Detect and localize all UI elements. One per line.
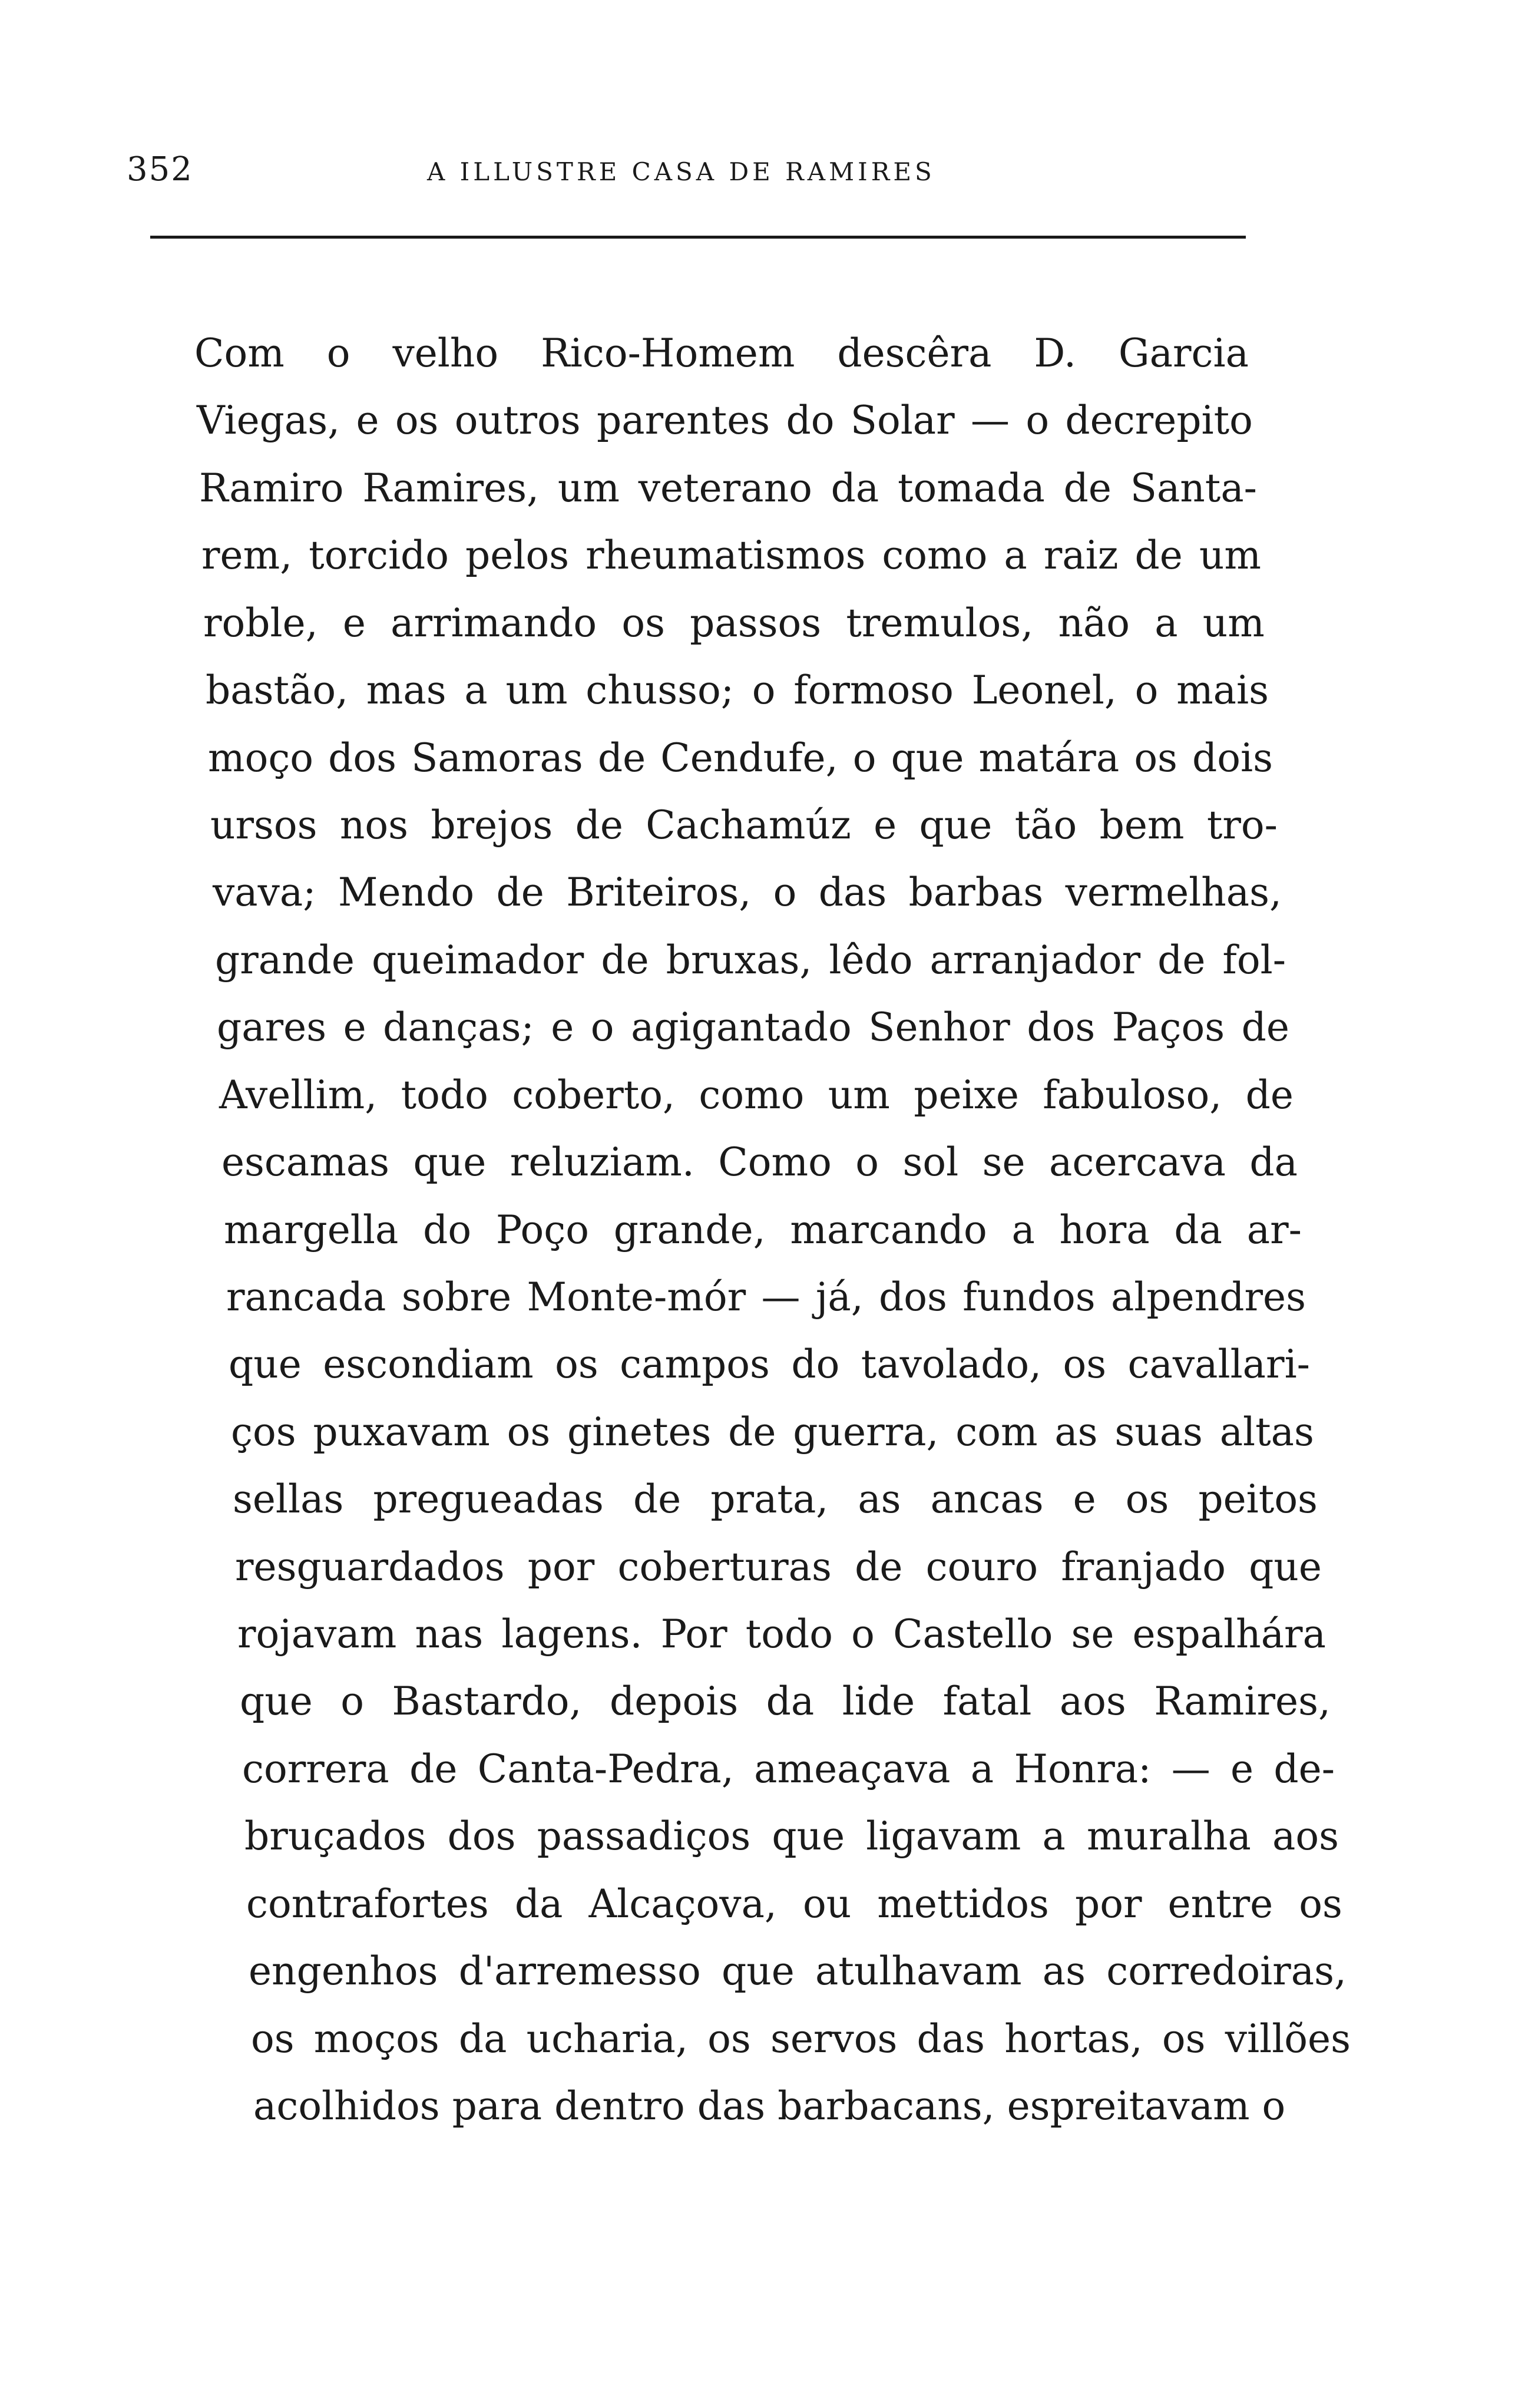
page-header [127, 150, 1246, 197]
text-line: ços puxavam os ginetes de guerra, com as suas altas [231, 1409, 1314, 1455]
text-line: acolhidos para dentro das barbacans, espreitavam o [253, 2083, 1286, 2129]
text-line: os moços da ucharia, os servos das hortas, os villões [251, 2016, 1351, 2062]
text-line: grande queimador de bruxas, lêdo arranjador de fol- [215, 937, 1286, 983]
text-line: engenhos d'arremesso que atulhavam as corredoiras, [249, 1948, 1347, 1994]
text-line: rem, torcido pelos rheumatismos como a raiz de um [201, 533, 1261, 578]
text-line: roble, e arrimando os passos tremulos, não a um [203, 600, 1265, 646]
text-line: Avellim, todo coberto, como um peixe fabuloso, de [219, 1072, 1294, 1118]
text-line: rojavam nas lagens. Por todo o Castello se espalhára [237, 1611, 1326, 1657]
text-line: Com o velho Rico-Homem descêra D. Garcia [194, 331, 1249, 376]
page-number: 352 [127, 150, 193, 189]
text-line: resguardados por coberturas de couro franjado que [235, 1544, 1322, 1590]
text-line: correra de Canta-Pedra, ameaçava a Honra: — e de- [242, 1746, 1335, 1792]
text-line: vava; Mendo de Briteiros, o das barbas vermelhas, [213, 870, 1282, 915]
text-line: bastão, mas a um chusso; o formoso Leonel, o mais [206, 668, 1269, 713]
text-line: escamas que reluziam. Como o sol se acercava da [221, 1139, 1298, 1185]
text-line: que o Bastardo, depois da lide fatal aos Ramires, [240, 1679, 1331, 1724]
text-line: sellas pregueadas de prata, as ancas e os peitos [233, 1476, 1318, 1522]
text-line: Viegas, e os outros parentes do Solar — o decrepito [197, 398, 1253, 443]
text-line: que escondiam os campos do tavolado, os cavallari- [229, 1342, 1310, 1387]
running-title: A ILLUSTRE CASA DE RAMIRES [427, 157, 935, 186]
text-line: ursos nos brejos de Cachamúz e que tão bem tro- [210, 802, 1278, 848]
text-line: gares e danças; e o agigantado Senhor dos Paços de [217, 1005, 1289, 1050]
text-line: bruçados dos passadiços que ligavam a muralha aos [244, 1814, 1339, 1859]
text-line: Ramiro Ramires, um veterano da tomada de Santa- [199, 465, 1257, 511]
text-line: margella do Poço grande, marcando a hora da ar- [224, 1207, 1302, 1253]
text-line: contrafortes da Alcaçova, ou mettidos por entre os [246, 1881, 1342, 1927]
text-line: moço dos Samoras de Cendufe, o que matára os dois [208, 735, 1273, 781]
text-line: rancada sobre Monte-mór — já, dos fundos alpendres [226, 1274, 1306, 1320]
header-rule [150, 236, 1246, 239]
